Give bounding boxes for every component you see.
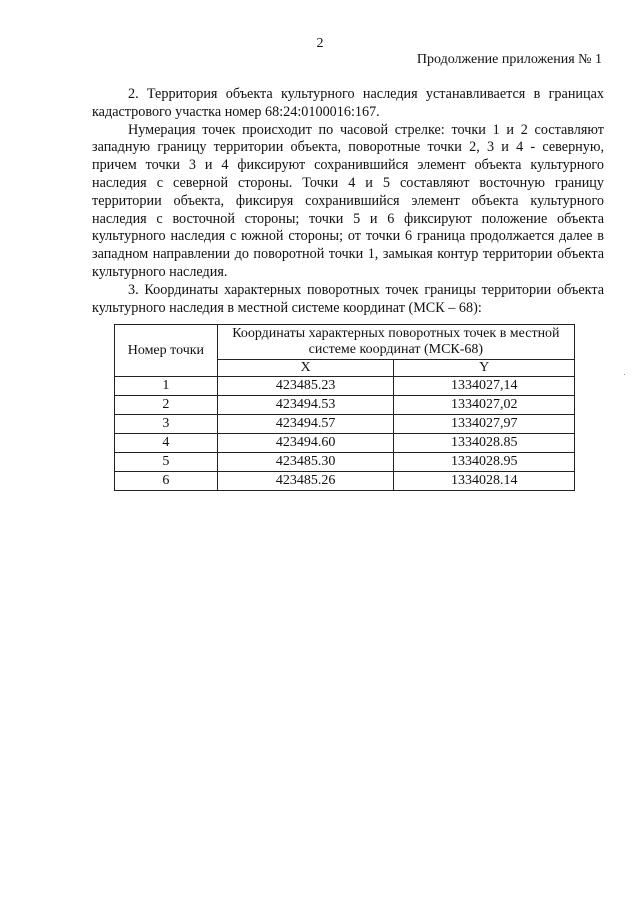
paragraph-territory: 2. Территория объекта культурного наследия устанавливается в границах кадастрового участка номер 68:24:0100016:167. xyxy=(92,86,604,120)
header-x: X xyxy=(217,360,394,377)
point-number: 5 xyxy=(115,453,218,472)
x-value: 423485.23 xyxy=(217,377,394,396)
point-number: 6 xyxy=(115,472,218,491)
y-value: 1334028.95 xyxy=(394,453,575,472)
table-row xyxy=(115,472,575,491)
table-row xyxy=(115,377,575,396)
table-row xyxy=(115,396,575,415)
coordinates-table xyxy=(114,324,575,491)
point-number: 3 xyxy=(115,415,218,434)
y-value: 1334028.85 xyxy=(394,434,575,453)
table-row xyxy=(115,453,575,472)
point-number: 4 xyxy=(115,434,218,453)
header-coordinates: Координаты характерных поворотных точек в местной системе координат (МСК-68) xyxy=(217,325,574,360)
table-row xyxy=(115,415,575,434)
x-value: 423485.30 xyxy=(217,453,394,472)
appendix-note: Продолжение приложения № 1 xyxy=(416,52,602,67)
header-point-number: Номер точки xyxy=(115,325,218,377)
x-value: 423494.53 xyxy=(217,396,394,415)
table-row xyxy=(115,434,575,453)
y-value: 1334028.14 xyxy=(394,472,575,491)
body-text xyxy=(92,86,604,317)
y-value: 1334027,02 xyxy=(394,396,575,415)
page-number: 2 xyxy=(316,36,324,51)
x-value: 423485.26 xyxy=(217,472,394,491)
paragraph-coordinates: 3. Координаты характерных поворотных точек границы территории объекта культурного наследия в местной системе координат (МСК – 68): xyxy=(92,281,604,316)
point-number: 1 xyxy=(115,377,218,396)
paragraph-numbering: Нумерация точек происходит по часовой стрелке: точки 1 и 2 составляют западную границу территории объекта, поворотные точки 2, 3 и 4 - северную, причем точки 3 и 4 фиксируют сохранившийся элемент объекта культурного наследия с северной стороны. Точки 4 и 5 составляют восточную границу территории объекта, фиксируя сохранившийся элемент объекта культурного наследия с восточной стороны; точки 5 и 6 фиксируют положение объекта культурного наследия с южной стороны; от точки 6 граница продолжается далее в западном направлении до поворотной точки 1, замыкая контур территории объекта культурного наследия. xyxy=(92,121,604,280)
x-value: 423494.57 xyxy=(217,415,394,434)
point-number: 2 xyxy=(115,396,218,415)
header-y: Y xyxy=(394,360,575,377)
x-value: 423494.60 xyxy=(217,434,394,453)
scan-speck xyxy=(624,374,625,375)
y-value: 1334027,14 xyxy=(394,377,575,396)
y-value: 1334027,97 xyxy=(394,415,575,434)
